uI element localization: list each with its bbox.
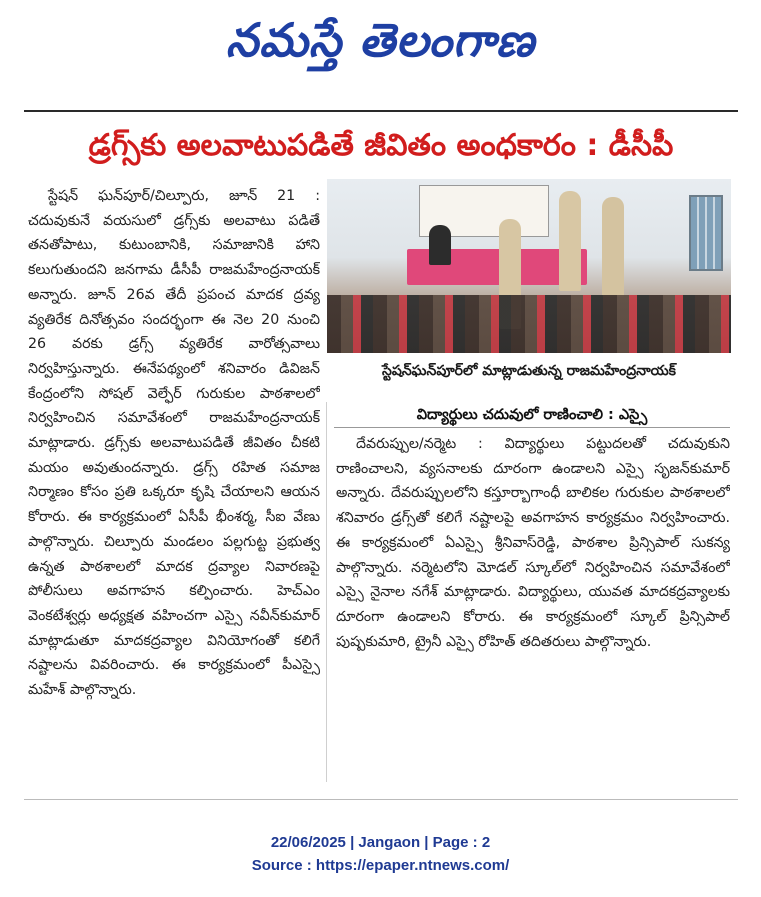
photo-window — [689, 195, 723, 271]
article-clipping — [24, 110, 738, 800]
photo-seated-person — [429, 225, 451, 265]
sub-article-headline: విద్యార్థులు చదువులో రాణించాలి : ఎస్సై — [334, 402, 730, 428]
column-divider — [326, 402, 327, 782]
article-photo — [327, 179, 731, 353]
footer-date-edition-page: 22/06/2025 | Jangaon | Page : 2 — [270, 834, 491, 851]
photo-officer — [559, 191, 581, 291]
article-headline: డ్రగ్స్‌కు అలవాటుపడితే జీవితం అంధకారం : డీసీపీ — [88, 128, 674, 163]
article-body-column — [28, 184, 320, 794]
footer-source-link[interactable]: Source : https://epaper.ntnews.com/ — [251, 857, 510, 874]
sub-article-body-text: దేవరుప్పుల/నర్మెట : విద్యార్థులు పట్టుదలతో చదువుకుని రాణించాలని, వ్యసనాలకు దూరంగా ఉండాలని ఎస్సై సృజన్‌కుమార్ అన్నారు. దేవరుప్పులలోని కస్తూర్బాగాంధీ బాలికల గురుకుల పాఠశాలలో శనివారం డ్రగ్స్‌తో కలిగే నష్టాలపై అవగాహన కార్యక్రమం నిర్వహించారు. ఈ కార్యక్రమంలో ఏఎస్సై శ్రీనివాస్‌రెడ్డి, పాఠశాల ప్రిన్సిపాల్ సుకన్య పాల్గొన్నారు. నర్మెటలోని మోడల్ స్కూల్‌లో నిర్వహించిన సమావేశంలో ఎస్సై నైనాల నగేశ్ మాట్లాడారు. విద్యార్థులు, యువత మాదకద్రవ్యాలకు దూరంగా ఉండాలని కోరారు. ఈ కార్యక్రమంలో స్కూల్ ప్రిన్సిపాల్ పుష్పకుమారి, ట్రైనీ ఎస్సై రోహిత్ తదితరులు పాల్గొన్నారు. — [336, 436, 730, 650]
photo-caption: స్టేషన్‌ఘన్‌పూర్‌లో మాట్లాడుతున్న రాజమహేంద్రనాయక్ — [382, 363, 676, 379]
article-body-text: స్టేషన్ ఘన్‌పూర్/చిల్పూరు, జూన్ 21 : చదువుకునే వయసులో డ్రగ్స్‌కు అలవాటు పడితే తనతోపాటు, కుటుంబానికి, సమాజానికి హాని కలుగుతుందని జనగామ డీసీపీ రాజమహేంద్రనాయక్ అన్నారు. జూన్ 26వ తేదీ ప్రపంచ మాదక ద్రవ్య వ్యతిరేక దినోత్సవం సందర్భంగా ఈ నెల 20 నుంచి 26 వరకు డ్రగ్స్ వ్యతిరేక వారోత్సవాలు నిర్వహిస్తున్నారు. ఈనేపథ్యంలో శనివారం డివిజన్ కేంద్రంలోని సోషల్ వెల్ఫేర్ గురుకుల పాఠశాలలో నిర్వహించిన సమావేశంలో రాజమహేంద్రనాయక్ మాట్లాడారు. డ్రగ్స్‌కు అలవాటుపడితే జీవితం చీకటి మయం అవుతుందన్నారు. డ్రగ్స్ రహిత సమాజ నిర్మాణం కోసం ప్రతి ఒక్కరూ కృషి చేయాలని ఆయన కోరారు. ఈ కార్యక్రమంలో ఏసీపీ భీంశర్మ, సీఐ వేణు పాల్గొన్నారు. చిల్పూరు మండలం పల్లగుట్ట ప్రభుత్వ ఉన్నత పాఠశాలలో మాదక ద్రవ్యాల నివారణపై పోలీసులు అవగాహన కల్పించారు. హెచ్ఎం వెంకటేశ్వర్లు అధ్యక్షత వహించగా ఎస్సై నవీన్‌కుమార్ మాట్లాడుతూ మాదకద్రవ్యాల వినియోగంతో కలిగే నష్టాలను వివరించారు. ఈ కార్యక్రమంలో పీఎస్సై మహేశ్ పాల్గొన్నారు. — [28, 188, 320, 699]
photo-officer — [602, 197, 624, 297]
newspaper-masthead: నమస్తే తెలంగాణ — [225, 13, 536, 67]
sub-article-body-column — [336, 432, 730, 794]
photo-audience — [327, 295, 731, 353]
